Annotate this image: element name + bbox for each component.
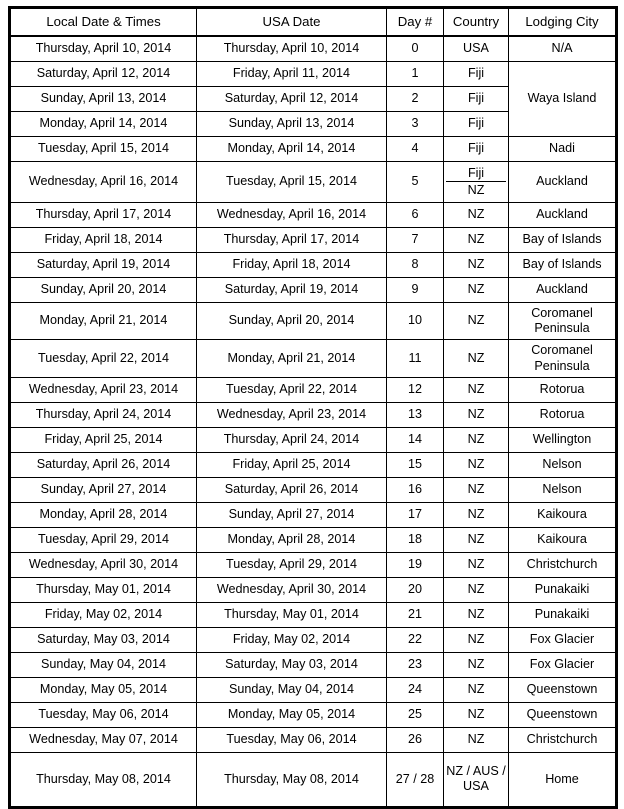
cell-usa-date: Tuesday, April 15, 2014 (197, 161, 387, 202)
cell-country: NZ (444, 340, 509, 378)
cell-country: NZ (444, 702, 509, 727)
cell-lodging-city: N/A (509, 36, 617, 61)
cell-country: NZ (444, 402, 509, 427)
cell-country: NZ (444, 527, 509, 552)
cell-usa-date: Monday, April 14, 2014 (197, 136, 387, 161)
cell-day-number: 1 (387, 61, 444, 86)
cell-country: NZ (444, 227, 509, 252)
cell-lodging-city: Coromanel Peninsula (509, 302, 617, 340)
cell-day-number: 26 (387, 727, 444, 752)
cell-country-bottom: NZ (467, 183, 485, 198)
cell-lodging-city: Wellington (509, 427, 617, 452)
cell-country: NZ (444, 252, 509, 277)
header-row (10, 8, 617, 37)
cell-day-number: 4 (387, 136, 444, 161)
cell-day-number: 7 (387, 227, 444, 252)
cell-country: NZ (444, 552, 509, 577)
cell-usa-date: Tuesday, April 29, 2014 (197, 552, 387, 577)
cell-local-date: Sunday, April 27, 2014 (10, 477, 197, 502)
table-row[interactable] (10, 727, 617, 752)
cell-usa-date: Wednesday, April 16, 2014 (197, 202, 387, 227)
cell-usa-date: Wednesday, April 23, 2014 (197, 402, 387, 427)
cell-usa-date: Sunday, May 04, 2014 (197, 677, 387, 702)
cell-local-date: Saturday, April 12, 2014 (10, 61, 197, 86)
cell-local-date: Saturday, May 03, 2014 (10, 627, 197, 652)
cell-lodging-city: Rotorua (509, 402, 617, 427)
cell-local-date: Wednesday, April 16, 2014 (10, 161, 197, 202)
table-row[interactable] (10, 477, 617, 502)
cell-local-date: Tuesday, May 06, 2014 (10, 702, 197, 727)
column-header-usa-date: USA Date (197, 8, 387, 37)
cell-lodging-city: Fox Glacier (509, 627, 617, 652)
table-row[interactable] (10, 252, 617, 277)
cell-day-number: 8 (387, 252, 444, 277)
cell-local-date: Saturday, April 19, 2014 (10, 252, 197, 277)
cell-usa-date: Monday, May 05, 2014 (197, 702, 387, 727)
cell-day-number: 9 (387, 277, 444, 302)
cell-usa-date: Friday, April 18, 2014 (197, 252, 387, 277)
cell-country: Fiji (444, 111, 509, 136)
cell-country: NZ (444, 502, 509, 527)
cell-country: NZ (444, 727, 509, 752)
cell-country-split (444, 161, 509, 202)
cell-day-number: 10 (387, 302, 444, 340)
cell-day-number: 12 (387, 377, 444, 402)
column-header-local-date: Local Date & Times (10, 8, 197, 37)
cell-usa-date: Thursday, April 10, 2014 (197, 36, 387, 61)
cell-lodging-city: Home (509, 752, 617, 807)
table-row[interactable] (10, 202, 617, 227)
cell-local-date: Monday, May 05, 2014 (10, 677, 197, 702)
cell-usa-date: Monday, April 28, 2014 (197, 527, 387, 552)
itinerary-table (8, 6, 618, 809)
cell-day-number: 25 (387, 702, 444, 727)
cell-day-number: 16 (387, 477, 444, 502)
cell-day-number: 6 (387, 202, 444, 227)
cell-usa-date: Friday, April 25, 2014 (197, 452, 387, 477)
cell-day-number: 15 (387, 452, 444, 477)
cell-country: NZ (444, 302, 509, 340)
table-row[interactable] (10, 277, 617, 302)
cell-country: Fiji (444, 136, 509, 161)
column-header-day-number: Day # (387, 8, 444, 37)
column-header-country: Country (444, 8, 509, 37)
cell-day-number: 19 (387, 552, 444, 577)
cell-local-date: Wednesday, April 23, 2014 (10, 377, 197, 402)
table-row[interactable] (10, 36, 617, 61)
cell-local-date: Friday, April 18, 2014 (10, 227, 197, 252)
cell-day-number: 5 (387, 161, 444, 202)
cell-lodging-city: Auckland (509, 202, 617, 227)
cell-country: NZ (444, 202, 509, 227)
cell-day-number: 20 (387, 577, 444, 602)
cell-country: NZ (444, 377, 509, 402)
table-row[interactable] (10, 402, 617, 427)
cell-country: NZ (444, 452, 509, 477)
cell-day-number: 0 (387, 36, 444, 61)
cell-local-date: Thursday, April 24, 2014 (10, 402, 197, 427)
cell-local-date: Monday, April 21, 2014 (10, 302, 197, 340)
cell-usa-date: Thursday, May 08, 2014 (197, 752, 387, 807)
cell-local-date: Monday, April 28, 2014 (10, 502, 197, 527)
table-row[interactable] (10, 302, 617, 340)
table-header (10, 8, 617, 37)
cell-lodging-city: Kaikoura (509, 527, 617, 552)
cell-usa-date: Wednesday, April 30, 2014 (197, 577, 387, 602)
cell-country: Fiji (444, 61, 509, 86)
cell-local-date: Thursday, May 01, 2014 (10, 577, 197, 602)
cell-local-date: Thursday, April 10, 2014 (10, 36, 197, 61)
cell-local-date: Monday, April 14, 2014 (10, 111, 197, 136)
cell-local-date: Thursday, May 08, 2014 (10, 752, 197, 807)
cell-day-number: 3 (387, 111, 444, 136)
cell-local-date: Sunday, April 13, 2014 (10, 86, 197, 111)
cell-lodging-city: Punakaiki (509, 577, 617, 602)
cell-country: NZ (444, 677, 509, 702)
table-row[interactable] (10, 627, 617, 652)
table-row[interactable] (10, 502, 617, 527)
cell-usa-date: Saturday, April 19, 2014 (197, 277, 387, 302)
cell-local-date: Thursday, April 17, 2014 (10, 202, 197, 227)
cell-day-number: 14 (387, 427, 444, 452)
cell-country: NZ / AUS / USA (444, 752, 509, 807)
cell-local-date: Tuesday, April 22, 2014 (10, 340, 197, 378)
cell-lodging-city: Christchurch (509, 552, 617, 577)
cell-day-number: 27 / 28 (387, 752, 444, 807)
cell-day-number: 24 (387, 677, 444, 702)
cell-usa-date: Thursday, April 17, 2014 (197, 227, 387, 252)
table-row[interactable] (10, 161, 617, 202)
table-row[interactable] (10, 340, 617, 378)
table-row[interactable] (10, 752, 617, 807)
cell-usa-date: Sunday, April 27, 2014 (197, 502, 387, 527)
cell-local-date: Wednesday, May 07, 2014 (10, 727, 197, 752)
table-row[interactable] (10, 427, 617, 452)
cell-country: NZ (444, 477, 509, 502)
cell-country: NZ (444, 602, 509, 627)
cell-usa-date: Tuesday, May 06, 2014 (197, 727, 387, 752)
cell-country: NZ (444, 627, 509, 652)
cell-day-number: 22 (387, 627, 444, 652)
cell-usa-date: Sunday, April 13, 2014 (197, 111, 387, 136)
cell-usa-date: Saturday, May 03, 2014 (197, 652, 387, 677)
cell-lodging-city: Nelson (509, 477, 617, 502)
cell-day-number: 13 (387, 402, 444, 427)
cell-lodging-city: Queenstown (509, 677, 617, 702)
cell-usa-date: Monday, April 21, 2014 (197, 340, 387, 378)
table-row[interactable] (10, 702, 617, 727)
table-row[interactable] (10, 602, 617, 627)
cell-country: Fiji (444, 86, 509, 111)
cell-lodging-city: Coromanel Peninsula (509, 340, 617, 378)
cell-local-date: Wednesday, April 30, 2014 (10, 552, 197, 577)
cell-country: NZ (444, 577, 509, 602)
table-row[interactable] (10, 377, 617, 402)
cell-usa-date: Sunday, April 20, 2014 (197, 302, 387, 340)
cell-lodging-city: Nadi (509, 136, 617, 161)
cell-lodging-city: Auckland (509, 277, 617, 302)
cell-local-date: Saturday, April 26, 2014 (10, 452, 197, 477)
table-body (10, 36, 617, 807)
cell-lodging-city: Bay of Islands (509, 227, 617, 252)
table-row[interactable] (10, 136, 617, 161)
cell-lodging-city: Bay of Islands (509, 252, 617, 277)
cell-day-number: 23 (387, 652, 444, 677)
table-row[interactable] (10, 61, 617, 86)
cell-country: NZ (444, 277, 509, 302)
cell-local-date: Sunday, May 04, 2014 (10, 652, 197, 677)
table-row[interactable] (10, 577, 617, 602)
table-row[interactable] (10, 552, 617, 577)
cell-local-date: Friday, May 02, 2014 (10, 602, 197, 627)
cell-day-number: 2 (387, 86, 444, 111)
cell-lodging-city: Fox Glacier (509, 652, 617, 677)
cell-usa-date: Saturday, April 26, 2014 (197, 477, 387, 502)
cell-usa-date: Thursday, April 24, 2014 (197, 427, 387, 452)
table-row[interactable] (10, 527, 617, 552)
cell-lodging-city: Christchurch (509, 727, 617, 752)
cell-lodging-city: Nelson (509, 452, 617, 477)
cell-day-number: 11 (387, 340, 444, 378)
cell-country: NZ (444, 652, 509, 677)
cell-usa-date: Saturday, April 12, 2014 (197, 86, 387, 111)
cell-day-number: 18 (387, 527, 444, 552)
table-row[interactable] (10, 677, 617, 702)
cell-usa-date: Friday, April 11, 2014 (197, 61, 387, 86)
cell-lodging-city: Punakaiki (509, 602, 617, 627)
table-row[interactable] (10, 227, 617, 252)
cell-day-number: 17 (387, 502, 444, 527)
cell-lodging-city: Kaikoura (509, 502, 617, 527)
cell-country: USA (444, 36, 509, 61)
cell-day-number: 21 (387, 602, 444, 627)
cell-local-date: Sunday, April 20, 2014 (10, 277, 197, 302)
cell-usa-date: Tuesday, April 22, 2014 (197, 377, 387, 402)
cell-local-date: Tuesday, April 15, 2014 (10, 136, 197, 161)
cell-country: NZ (444, 427, 509, 452)
table-row[interactable] (10, 452, 617, 477)
cell-lodging-city: Rotorua (509, 377, 617, 402)
cell-lodging-city: Queenstown (509, 702, 617, 727)
cell-usa-date: Thursday, May 01, 2014 (197, 602, 387, 627)
cell-local-date: Tuesday, April 29, 2014 (10, 527, 197, 552)
cell-lodging-city: Auckland (509, 161, 617, 202)
cell-usa-date: Friday, May 02, 2014 (197, 627, 387, 652)
cell-country-top: Fiji (446, 165, 506, 182)
table-row[interactable] (10, 652, 617, 677)
cell-local-date: Friday, April 25, 2014 (10, 427, 197, 452)
column-header-lodging-city: Lodging City (509, 8, 617, 37)
cell-lodging-city: Waya Island (509, 61, 617, 136)
